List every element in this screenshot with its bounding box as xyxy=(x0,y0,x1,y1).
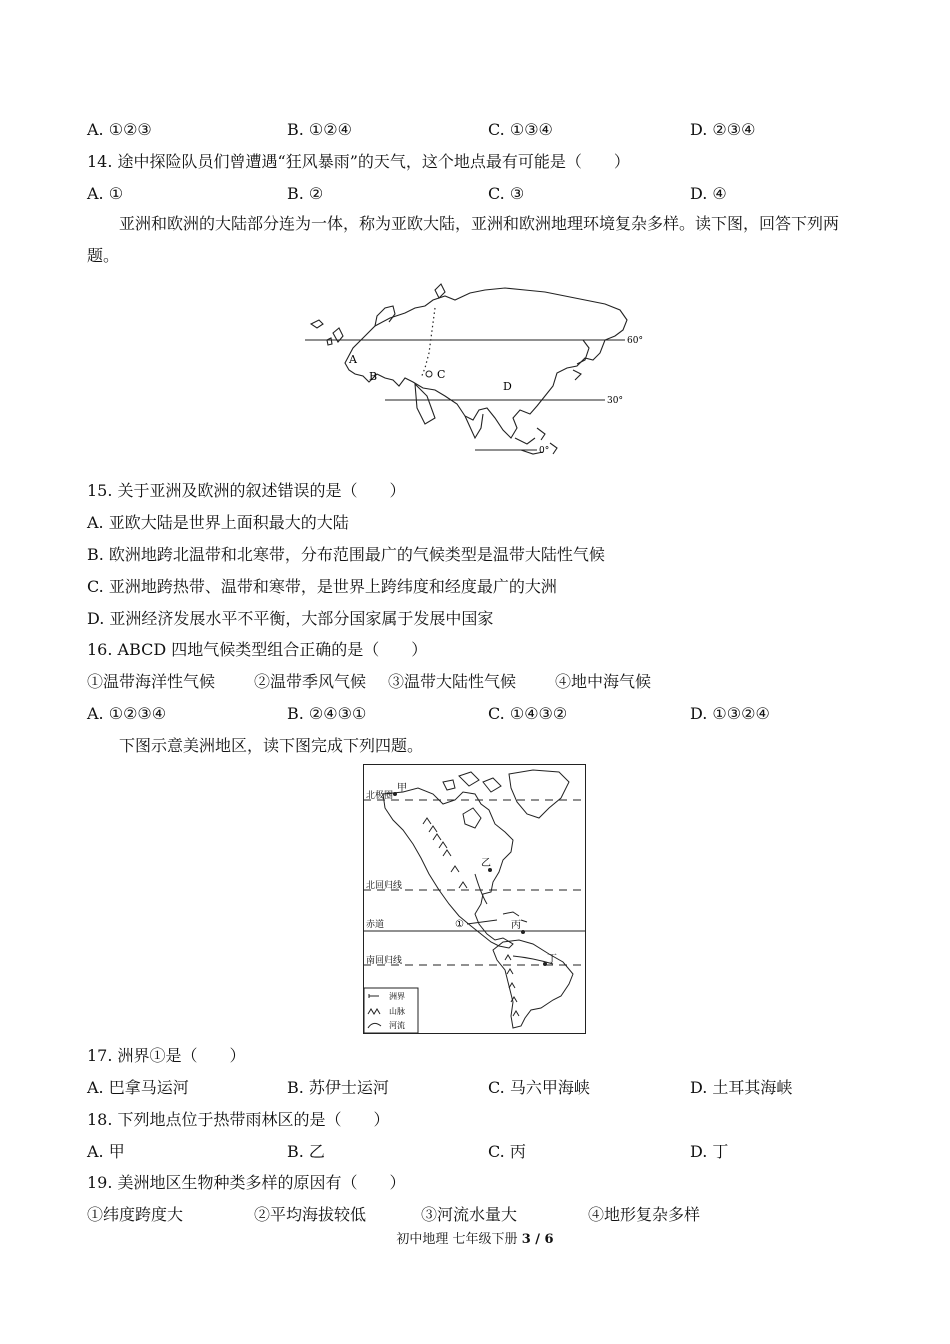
q15-stem: 15. 关于亚洲及欧洲的叙述错误的是（ ） xyxy=(87,481,406,500)
q16-option-a: A. ①②③④ xyxy=(87,704,167,723)
label-arctic-circle: 北极圈 xyxy=(366,791,394,801)
q17-option-b: B. 苏伊士运河 xyxy=(287,1078,389,1097)
q15-option-c: C. 亚洲地跨热带、温带和寒带，是世界上跨纬度和经度最广的大洲 xyxy=(87,577,557,596)
point-c: C xyxy=(437,368,446,381)
place-yi: 乙 xyxy=(481,858,491,869)
q19-choice-2: ②平均海拔较低 xyxy=(254,1205,367,1224)
page-footer xyxy=(0,1228,950,1247)
q16-stem: 16. ABCD 四地气候类型组合正确的是（ ） xyxy=(87,640,428,659)
boundary-1-label: ① xyxy=(455,919,464,930)
q13-option-b: B. ①②④ xyxy=(287,120,352,139)
q18-stem: 18. 下列地点位于热带雨林区的是（ ） xyxy=(87,1110,390,1129)
eurasia-map xyxy=(305,278,650,468)
q16-option-b: B. ②④③① xyxy=(287,704,367,723)
point-b: B xyxy=(369,370,378,383)
point-d: D xyxy=(503,380,512,393)
eurasia-intro: 亚洲和欧洲的大陆部分连为一体，称为亚欧大陆，亚洲和欧洲地理环境复杂多样。读下图，回答下列两题。 xyxy=(87,214,840,265)
footer-page-number: 3 / 6 xyxy=(521,1232,554,1247)
q16-choice-1: ①温带海洋性气候 xyxy=(87,672,216,691)
label-tropic-cancer: 北回归线 xyxy=(366,881,403,891)
point-a: A xyxy=(349,353,357,366)
lat-label-30: 30° xyxy=(607,396,623,406)
q14-option-d: D. ④ xyxy=(690,184,727,203)
q18-option-b: B. 乙 xyxy=(287,1142,325,1161)
q19-choice-4: ④地形复杂多样 xyxy=(588,1205,701,1224)
q18-option-d: D. 丁 xyxy=(690,1142,729,1161)
q13-option-d: D. ②③④ xyxy=(690,120,756,139)
legend-boundary: 洲界 xyxy=(389,992,405,1001)
q18-option-a: A. 甲 xyxy=(87,1142,125,1161)
q17-option-c: C. 马六甲海峡 xyxy=(488,1078,590,1097)
q19-stem: 19. 美洲地区生物种类多样的原因有（ ） xyxy=(87,1173,406,1192)
america-map xyxy=(363,764,586,1034)
q19-choice-3: ③河流水量大 xyxy=(421,1205,518,1224)
lat-label-0: 0° xyxy=(539,446,550,456)
place-jia: 甲 xyxy=(397,783,407,794)
point-c-marker xyxy=(426,371,432,377)
q15-option-d: D. 亚洲经济发展水平不平衡，大部分国家属于发展中国家 xyxy=(87,609,494,628)
eurasia-coastline xyxy=(345,288,627,438)
footer-subject: 初中地理 七年级下册 xyxy=(396,1232,518,1247)
q13-option-a: A. ①②③ xyxy=(87,120,152,139)
q14-option-b: B. ② xyxy=(287,184,324,203)
q18-option-c: C. 丙 xyxy=(488,1142,526,1161)
q17-option-a: A. 巴拿马运河 xyxy=(87,1078,189,1097)
q14-stem: 14. 途中探险队员们曾遭遇“狂风暴雨”的天气，这个地点最有可能是（ ） xyxy=(87,152,630,171)
q16-choice-4: ④地中海气候 xyxy=(555,672,652,691)
place-bing-dot xyxy=(521,930,525,934)
legend-mountain: 山脉 xyxy=(389,1007,405,1016)
q15-option-a: A. 亚欧大陆是世界上面积最大的大陆 xyxy=(87,513,349,532)
q16-option-c: C. ①④③② xyxy=(488,704,568,723)
q14-option-c: C. ③ xyxy=(488,184,525,203)
lat-label-60: 60° xyxy=(627,336,643,346)
legend-river: 河流 xyxy=(389,1021,405,1030)
place-bing: 丙 xyxy=(511,920,521,931)
q19-choice-1: ①纬度跨度大 xyxy=(87,1205,184,1224)
q14-option-a: A. ① xyxy=(87,184,124,203)
q13-option-c: C. ①③④ xyxy=(488,120,553,139)
place-ding: 丁 xyxy=(547,954,557,965)
q15-option-b: B. 欧洲地跨北温带和北寒带，分布范围最广的气候类型是温带大陆性气候 xyxy=(87,545,605,564)
q17-option-d: D. 土耳其海峡 xyxy=(690,1078,793,1097)
q16-choice-2: ②温带季风气候 xyxy=(254,672,367,691)
label-equator: 赤道 xyxy=(366,920,385,930)
q16-option-d: D. ①③②④ xyxy=(690,704,770,723)
america-intro: 下图示意美洲地区，读下图完成下列四题。 xyxy=(119,736,424,755)
label-tropic-capricorn: 南回归线 xyxy=(366,956,403,966)
q17-stem: 17. 洲界①是（ ） xyxy=(87,1046,246,1065)
q16-choice-3: ③温带大陆性气候 xyxy=(388,672,517,691)
